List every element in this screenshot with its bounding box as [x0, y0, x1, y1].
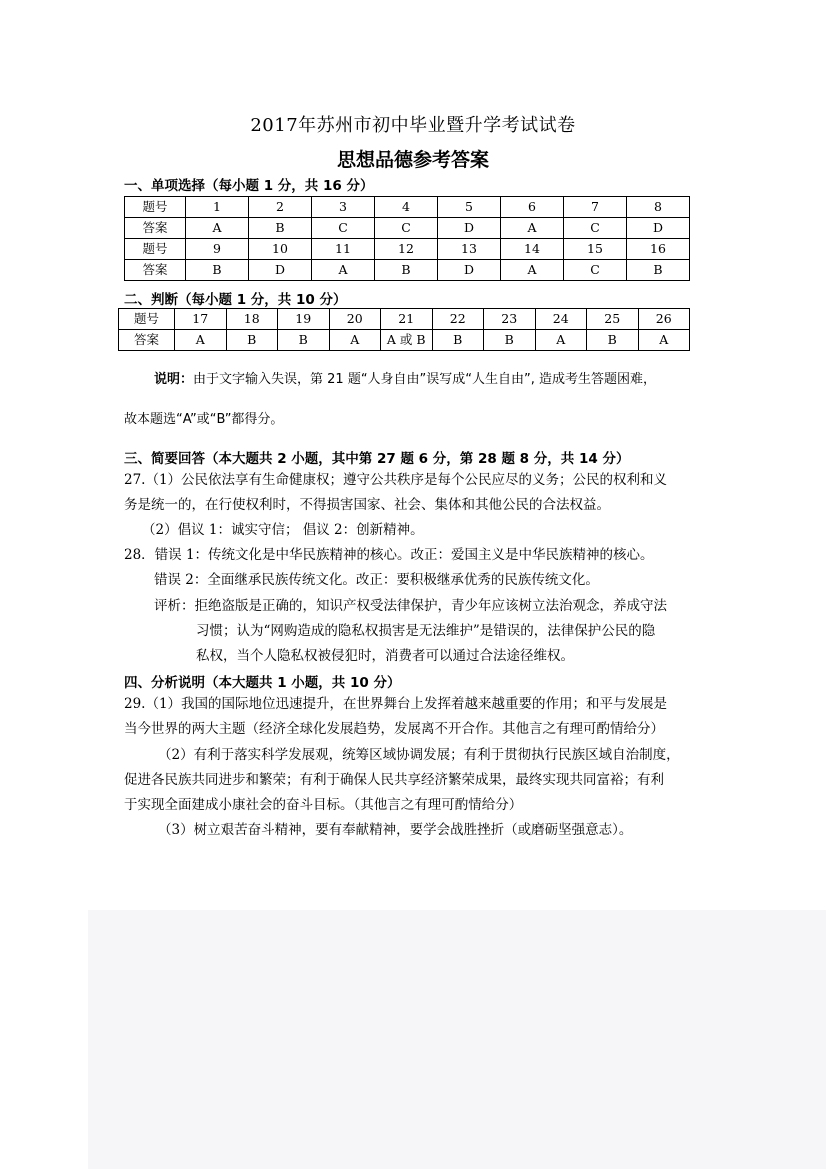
question-number: 16 [627, 239, 690, 260]
question-number: 7 [564, 197, 627, 218]
answer-cell: B [375, 260, 438, 281]
answer-cell: C [312, 218, 375, 239]
section-heading-judgment: 二、判断（每小题 1 分，共 10 分） [124, 292, 347, 308]
note-line-2: 故本题选“A”或“B”都得分。 [124, 412, 284, 427]
answer-line: 务是统一的，在行使权利时，不得损害国家、社会、集体和其他公民的合法权益。 [124, 497, 610, 513]
answer-cell: A 或 B [381, 330, 433, 351]
answer-cell: B [587, 330, 639, 351]
note-label: 说明： [154, 372, 194, 387]
answer-line: 27.（1）公民依法享有生命健康权；遵守公共秩序是每个公民应尽的义务；公民的权利和义 [124, 472, 668, 488]
answer-cell: B [278, 330, 330, 351]
question-number: 9 [186, 239, 249, 260]
row-label: 答案 [125, 218, 186, 239]
answer-line: 促进各民族共同进步和繁荣；有利于确保人民共享经济繁荣成果，最终实现共同富裕；有利 [124, 772, 664, 788]
section-heading-short-answer: 三、简要回答（本大题共 2 小题，其中第 27 题 6 分，第 28 题 8 分，共 14 分） [124, 451, 630, 467]
question-number: 23 [484, 309, 536, 330]
answer-line: 习惯；认为“网购造成的隐私权损害是无法维护”是错误的，法律保护公民的隐 [196, 623, 656, 639]
question-number: 15 [564, 239, 627, 260]
question-number: 12 [375, 239, 438, 260]
answer-cell: A [175, 330, 227, 351]
question-number: 20 [329, 309, 381, 330]
question-number: 11 [312, 239, 375, 260]
row-label: 答案 [119, 330, 175, 351]
question-number: 1 [186, 197, 249, 218]
document-title: 2017年苏州市初中毕业暨升学考试试卷 [250, 115, 576, 136]
answer-cell: B [249, 218, 312, 239]
table-row [125, 218, 690, 239]
answer-cell: C [375, 218, 438, 239]
note-line-1 [154, 368, 656, 387]
judgment-answer-table [118, 308, 690, 351]
answer-line: 评析：拒绝盗版是正确的，知识产权受法律保护，青少年应该树立法治观念，养成守法 [154, 598, 667, 614]
answer-cell: D [249, 260, 312, 281]
question-number: 19 [278, 309, 330, 330]
document-subtitle: 思想品德参考答案 [336, 149, 489, 171]
question-number: 26 [638, 309, 690, 330]
answer-cell: D [438, 260, 501, 281]
answer-line: 29.（1）我国的国际地位迅速提升，在世界舞台上发挥着越来越重要的作用；和平与发展是 [124, 696, 668, 712]
table-row [125, 260, 690, 281]
answer-cell: A [329, 330, 381, 351]
answer-line: 于实现全面建成小康社会的奋斗目标。（其他言之有理可酌情给分） [124, 797, 523, 813]
answer-line: 私权，当个人隐私权被侵犯时，消费者可以通过合法途径维权。 [196, 648, 574, 664]
question-number: 24 [535, 309, 587, 330]
question-number: 2 [249, 197, 312, 218]
blank-scan-area [88, 910, 826, 1169]
question-number: 13 [438, 239, 501, 260]
answer-cell: D [627, 218, 690, 239]
question-number: 21 [381, 309, 433, 330]
answer-line: 28．错误 1：传统文化是中华民族精神的核心。改正：爱国主义是中华民族精神的核心。 [124, 547, 654, 563]
table-row [125, 239, 690, 260]
single-choice-answer-table [124, 196, 690, 281]
answer-cell: A [501, 218, 564, 239]
answer-cell: B [226, 330, 278, 351]
row-label: 题号 [125, 197, 186, 218]
row-label: 题号 [119, 309, 175, 330]
answer-cell: A [186, 218, 249, 239]
section-heading-analysis: 四、分析说明（本大题共 1 小题，共 10 分） [124, 675, 401, 691]
answer-cell: A [501, 260, 564, 281]
question-number: 4 [375, 197, 438, 218]
row-label: 题号 [125, 239, 186, 260]
answer-line: 错误 2：全面继承民族传统文化。改正：要积极继承优秀的民族传统文化。 [154, 572, 599, 588]
answer-cell: D [438, 218, 501, 239]
answer-line: （2）倡议 1：诚实守信； 倡议 2：创新精神。 [142, 522, 424, 538]
row-label: 答案 [125, 260, 186, 281]
question-number: 17 [175, 309, 227, 330]
answer-cell: A [312, 260, 375, 281]
answer-cell: C [564, 218, 627, 239]
question-number: 22 [432, 309, 484, 330]
answer-cell: B [627, 260, 690, 281]
question-number: 6 [501, 197, 564, 218]
note-text: 由于文字输入失误，第 21 题“人身自由”误写成“人生自由”, 造成考生答题困难， [193, 372, 657, 387]
question-number: 18 [226, 309, 278, 330]
answer-cell: A [535, 330, 587, 351]
answer-line: （3）树立艰苦奋斗精神，要有奉献精神，要学会战胜挫折（或磨砺坚强意志）。 [158, 822, 633, 838]
question-number: 8 [627, 197, 690, 218]
answer-cell: B [484, 330, 536, 351]
answer-line: 当今世界的两大主题（经济全球化发展趋势，发展离不开合作。其他言之有理可酌情给分） [124, 721, 664, 737]
answer-cell: C [564, 260, 627, 281]
answer-cell: A [638, 330, 690, 351]
question-number: 3 [312, 197, 375, 218]
table-row [119, 309, 690, 330]
question-number: 10 [249, 239, 312, 260]
question-number: 5 [438, 197, 501, 218]
answer-cell: B [432, 330, 484, 351]
section-heading-single-choice: 一、单项选择（每小题 1 分，共 16 分） [124, 178, 374, 194]
table-row [119, 330, 690, 351]
question-number: 14 [501, 239, 564, 260]
answer-line: （2）有利于落实科学发展观，统筹区域协调发展；有利于贯彻执行民族区域自治制度， [158, 747, 680, 763]
table-row [125, 197, 690, 218]
question-number: 25 [587, 309, 639, 330]
answer-cell: B [186, 260, 249, 281]
